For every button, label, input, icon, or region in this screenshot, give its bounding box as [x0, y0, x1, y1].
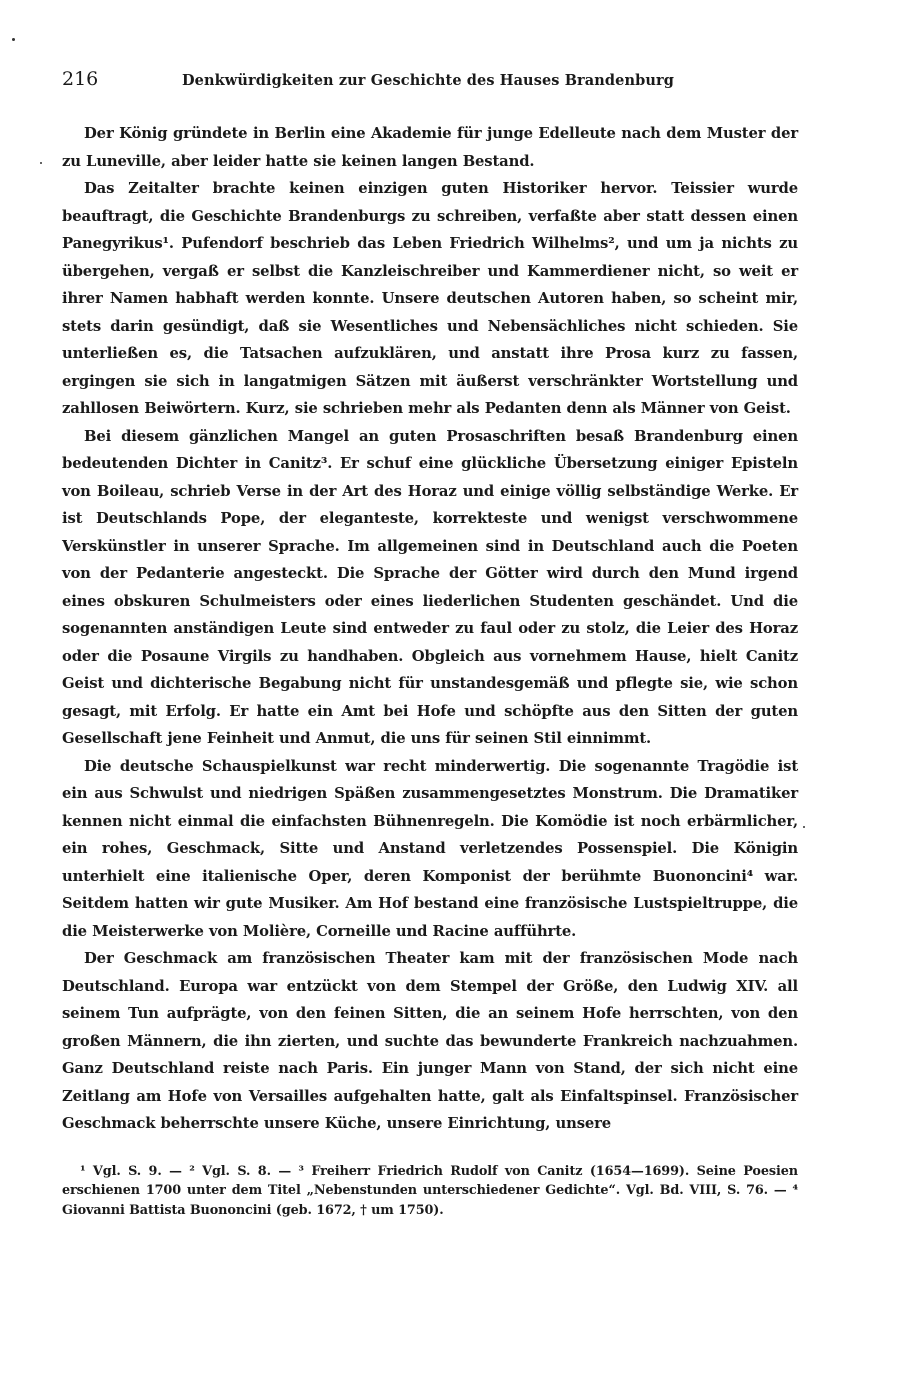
paragraph: Bei diesem gänzlichen Mangel an guten Prosaschriften besaß Brandenburg einen bedeutenden Dichter in Canitz³. Er schuf eine glückliche Übersetzung einiger Episteln von Boileau, schrieb Verse in der Art des Horaz und einige völlig selbständige Werke. Er ist Deutschlands Pope, der eleganteste, korrekteste und wenigst verschwommene Verskünstler in unserer Sprache. Im allgemeinen sind in Deutschland auch die Poeten von der Pedanterie angesteckt. Die Sprache der Götter wird durch den Mund irgend eines obskuren Schulmeisters oder eines liederlichen Studenten geschändet. Und die sogenannten anständigen Leute sind entweder zu faul oder zu stolz, die Leier des Horaz oder die Posaune Virgils zu handhaben. Obgleich aus vornehmem Hause, hielt Canitz Geist und dichterische Begabung nicht für unstandesgemäß und pflegte sie, wie schon gesagt, mit Erfolg. Er hatte ein Amt bei Hofe und schöpfte aus den Sitten der guten Gesellschaft jene Feinheit und Anmut, die uns für seinen Stil einnimmt.	[62, 427, 798, 747]
body-text	[62, 120, 798, 1138]
page-speck	[40, 162, 42, 164]
page-speck	[803, 826, 805, 828]
paragraph: Die deutsche Schauspielkunst war recht minderwertig. Die sogenannte Tragödie ist ein aus Schwulst und niedrigen Späßen zusammengesetztes Monstrum. Die Dramatiker kennen nicht einmal die einfachsten Bühnenregeln. Die Komödie ist noch erbärmlicher, ein rohes, Geschmack, Sitte und Anstand verletzendes Possenspiel. Die Königin unterhielt eine italienische Oper, deren Komponist der berühmte Buononcini⁴ war. Seitdem hatten wir gute Musiker. Am Hof bestand eine französische Lustspieltruppe, die die Meisterwerke von Molière, Corneille und Racine aufführte.	[62, 757, 798, 940]
page-number: 216	[62, 68, 99, 90]
paragraph: Das Zeitalter brachte keinen einzigen guten Historiker hervor. Teissier wurde beauftragt, die Geschichte Brandenburgs zu schreiben, verfaßte aber statt dessen einen Panegyrikus¹. Pufendorf beschrieb das Leben Friedrich Wilhelms², und um ja nichts zu übergehen, vergaß er selbst die Kanzleischreiber und Kammerdiener nicht, so weit er ihrer Namen habhaft werden konnte. Unsere deutschen Autoren haben, so scheint mir, stets darin gesündigt, daß sie Wesentliches und Nebensächliches nicht schieden. Sie unterließen es, die Tatsachen aufzuklären, und anstatt ihre Prosa kurz zu fassen, ergingen sie sich in langatmigen Sätzen mit äußerst verschränkter Wortstellung und zahllosen Beiwörtern. Kurz, sie schrieben mehr als Pedanten denn als Männer von Geist.	[62, 180, 798, 417]
running-title: Denkwürdigkeiten zur Geschichte des Hauses Brandenburg	[182, 72, 674, 89]
page-header	[62, 68, 798, 104]
page-speck	[12, 38, 15, 41]
footnotes: ¹ Vgl. S. 9. — ² Vgl. S. 8. — ³ Freiherr Friedrich Rudolf von Canitz (1654—1699). Seine Poesien erschienen 1700 unter dem Titel „Nebenstunden unterschiedener Gedichte“. Vgl. Bd. VIII, S. 76. — ⁴ Giovanni Battista Buononcini (geb. 1672, † um 1750).	[62, 1163, 798, 1218]
paragraph: Der Geschmack am französischen Theater kam mit der französischen Mode nach Deutschland. Europa war entzückt von dem Stempel der Größe, den Ludwig XIV. all seinem Tun aufprägte, von den feinen Sitten, die an seinem Hofe herrschten, von den großen Männern, die ihn zierten, und suchte das bewunderte Frankreich nachzuahmen. Ganz Deutschland reiste nach Paris. Ein junger Mann von Stand, der sich nicht eine Zeitlang am Hofe von Versailles aufgehalten hatte, galt als Einfaltspinsel. Französischer Geschmack beherrschte unsere Küche, unsere Einrichtung, unsere	[62, 950, 798, 1132]
book-page	[62, 68, 798, 1220]
paragraph: Der König gründete in Berlin eine Akademie für junge Edelleute nach dem Muster der zu Luneville, aber leider hatte sie keinen langen Bestand.	[62, 125, 798, 170]
